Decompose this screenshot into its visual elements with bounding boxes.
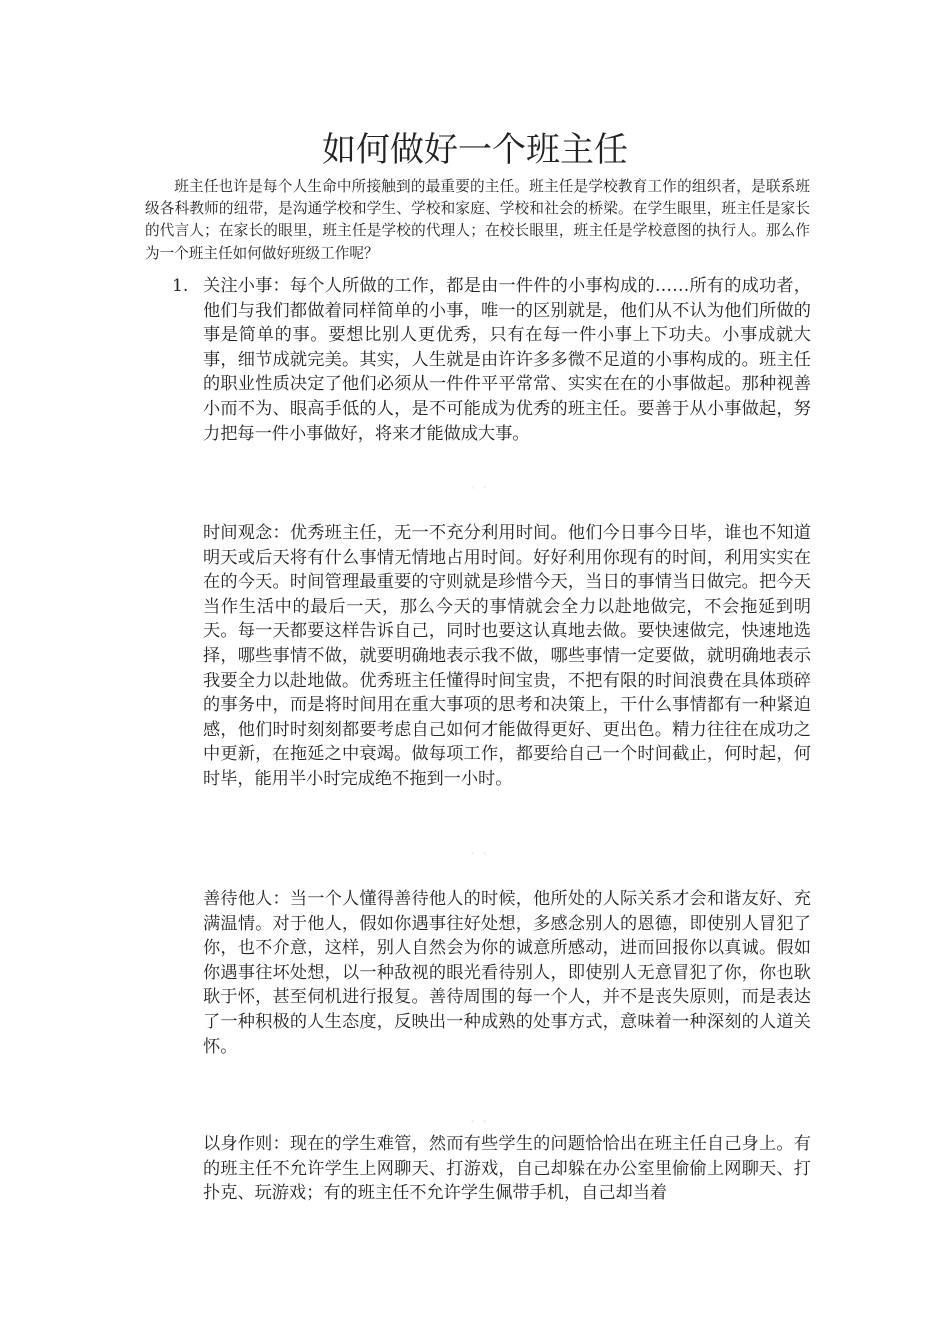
list-item-attention-to-details: 关注小事：每个人所做的工作，都是由一件件的小事构成的……所有的成功者，他们与我们都做着同样简单的小事，唯一的区别就是，他们从不认为他们所做的事是简单的事。要想比别人更优秀，只有在每一件小事上下功夫。小事成就大事，细节成就完美。其实，人生就是由许许多多微不足道的小事构成的。班主任的职业性质决定了他们必须从一件件平平常常、实实在在的小事做起。那种视善小而不为、眼高手低的人，是不可能成为优秀的班主任。要善于从小事做起，努力把每一件小事做好，将来才能做成大事。: [203, 276, 811, 444]
faint-mark: • •: [470, 850, 490, 860]
list-number: 1.: [172, 276, 189, 296]
faint-mark: • •: [470, 1118, 490, 1128]
faint-mark: • •: [470, 484, 490, 494]
list-item-time-concept: 时间观念：优秀班主任，无一不充分利用时间。他们今日事今日毕，谁也不知道明天或后天将有什么事情无情地占用时间。好好利用你现有的时间，利用实实在在的今天。时间管理最重要的守则就是珍惜今天，当日的事情当日做完。把今天当作生活中的最后一天，那么今天的事情就会全力以赴地做完，不会拖延到明天。每一天都要这样告诉自己，同时也要这认真地去做。要快速做完，快速地选择，哪些事情不做，就要明确地表示我不做，哪些事情一定要做，就明确地表示我要全力以赴地做。优秀班主任懂得时间宝贵，不把有限的时间浪费在具体琐碎的事务中，而是将时间用在重大事项的思考和决策上，干什么事情都有一种紧迫感，他们时时刻刻都要考虑自己如何才能做得更好、更出色。精力往往在成功之中更新，在拖延之中衰竭。做每项工作，都要给自己一个时间截止，何时起，何时毕，能用半小时完成绝不拖到一小时。: [203, 523, 811, 789]
list-item-lead-by-example: 以身作则：现在的学生难管，然而有些学生的问题恰恰出在班主任自己身上。有的班主任不允许学生上网聊天、打游戏，自己却躲在办公室里偷偷上网聊天、打扑克、玩游戏；有的班主任不允许学生佩带手机，自己却当着: [203, 1134, 811, 1204]
list-item-treat-others-well: 善待他人：当一个人懂得善待他人的时候，他所处的人际关系才会和谐友好、充满温情。对于他人，假如你遇事往好处想，多感念别人的恩德，即使别人冒犯了你，也不介意，这样，别人自然会为你的诚意所感动，进而回报你以真诚。假如你遇事往坏处想，以一种敌视的眼光看待别人，即使别人无意冒犯了你，你也耿耿于怀，甚至伺机进行报复。善待周围的每一个人，并不是丧失原则，而是表达了一种积极的人生态度，反映出一种成熟的处事方式，意味着一种深刻的人道关怀。: [203, 889, 811, 1057]
intro-paragraph: 班主任也许是每个人生命中所接触到的最重要的主任。班主任是学校教育工作的组织者，是联系班级各科教师的纽带，是沟通学校和学生、学校和家庭、学校和社会的桥梁。在学生眼里，班主任是家长的代言人；在家长的眼里，班主任是学校的代理人；在校长眼里，班主任是学校意图的执行人。那么作为一个班主任如何做好班级工作呢？: [145, 178, 810, 262]
page-title: 如何做好一个班主任: [322, 130, 628, 170]
